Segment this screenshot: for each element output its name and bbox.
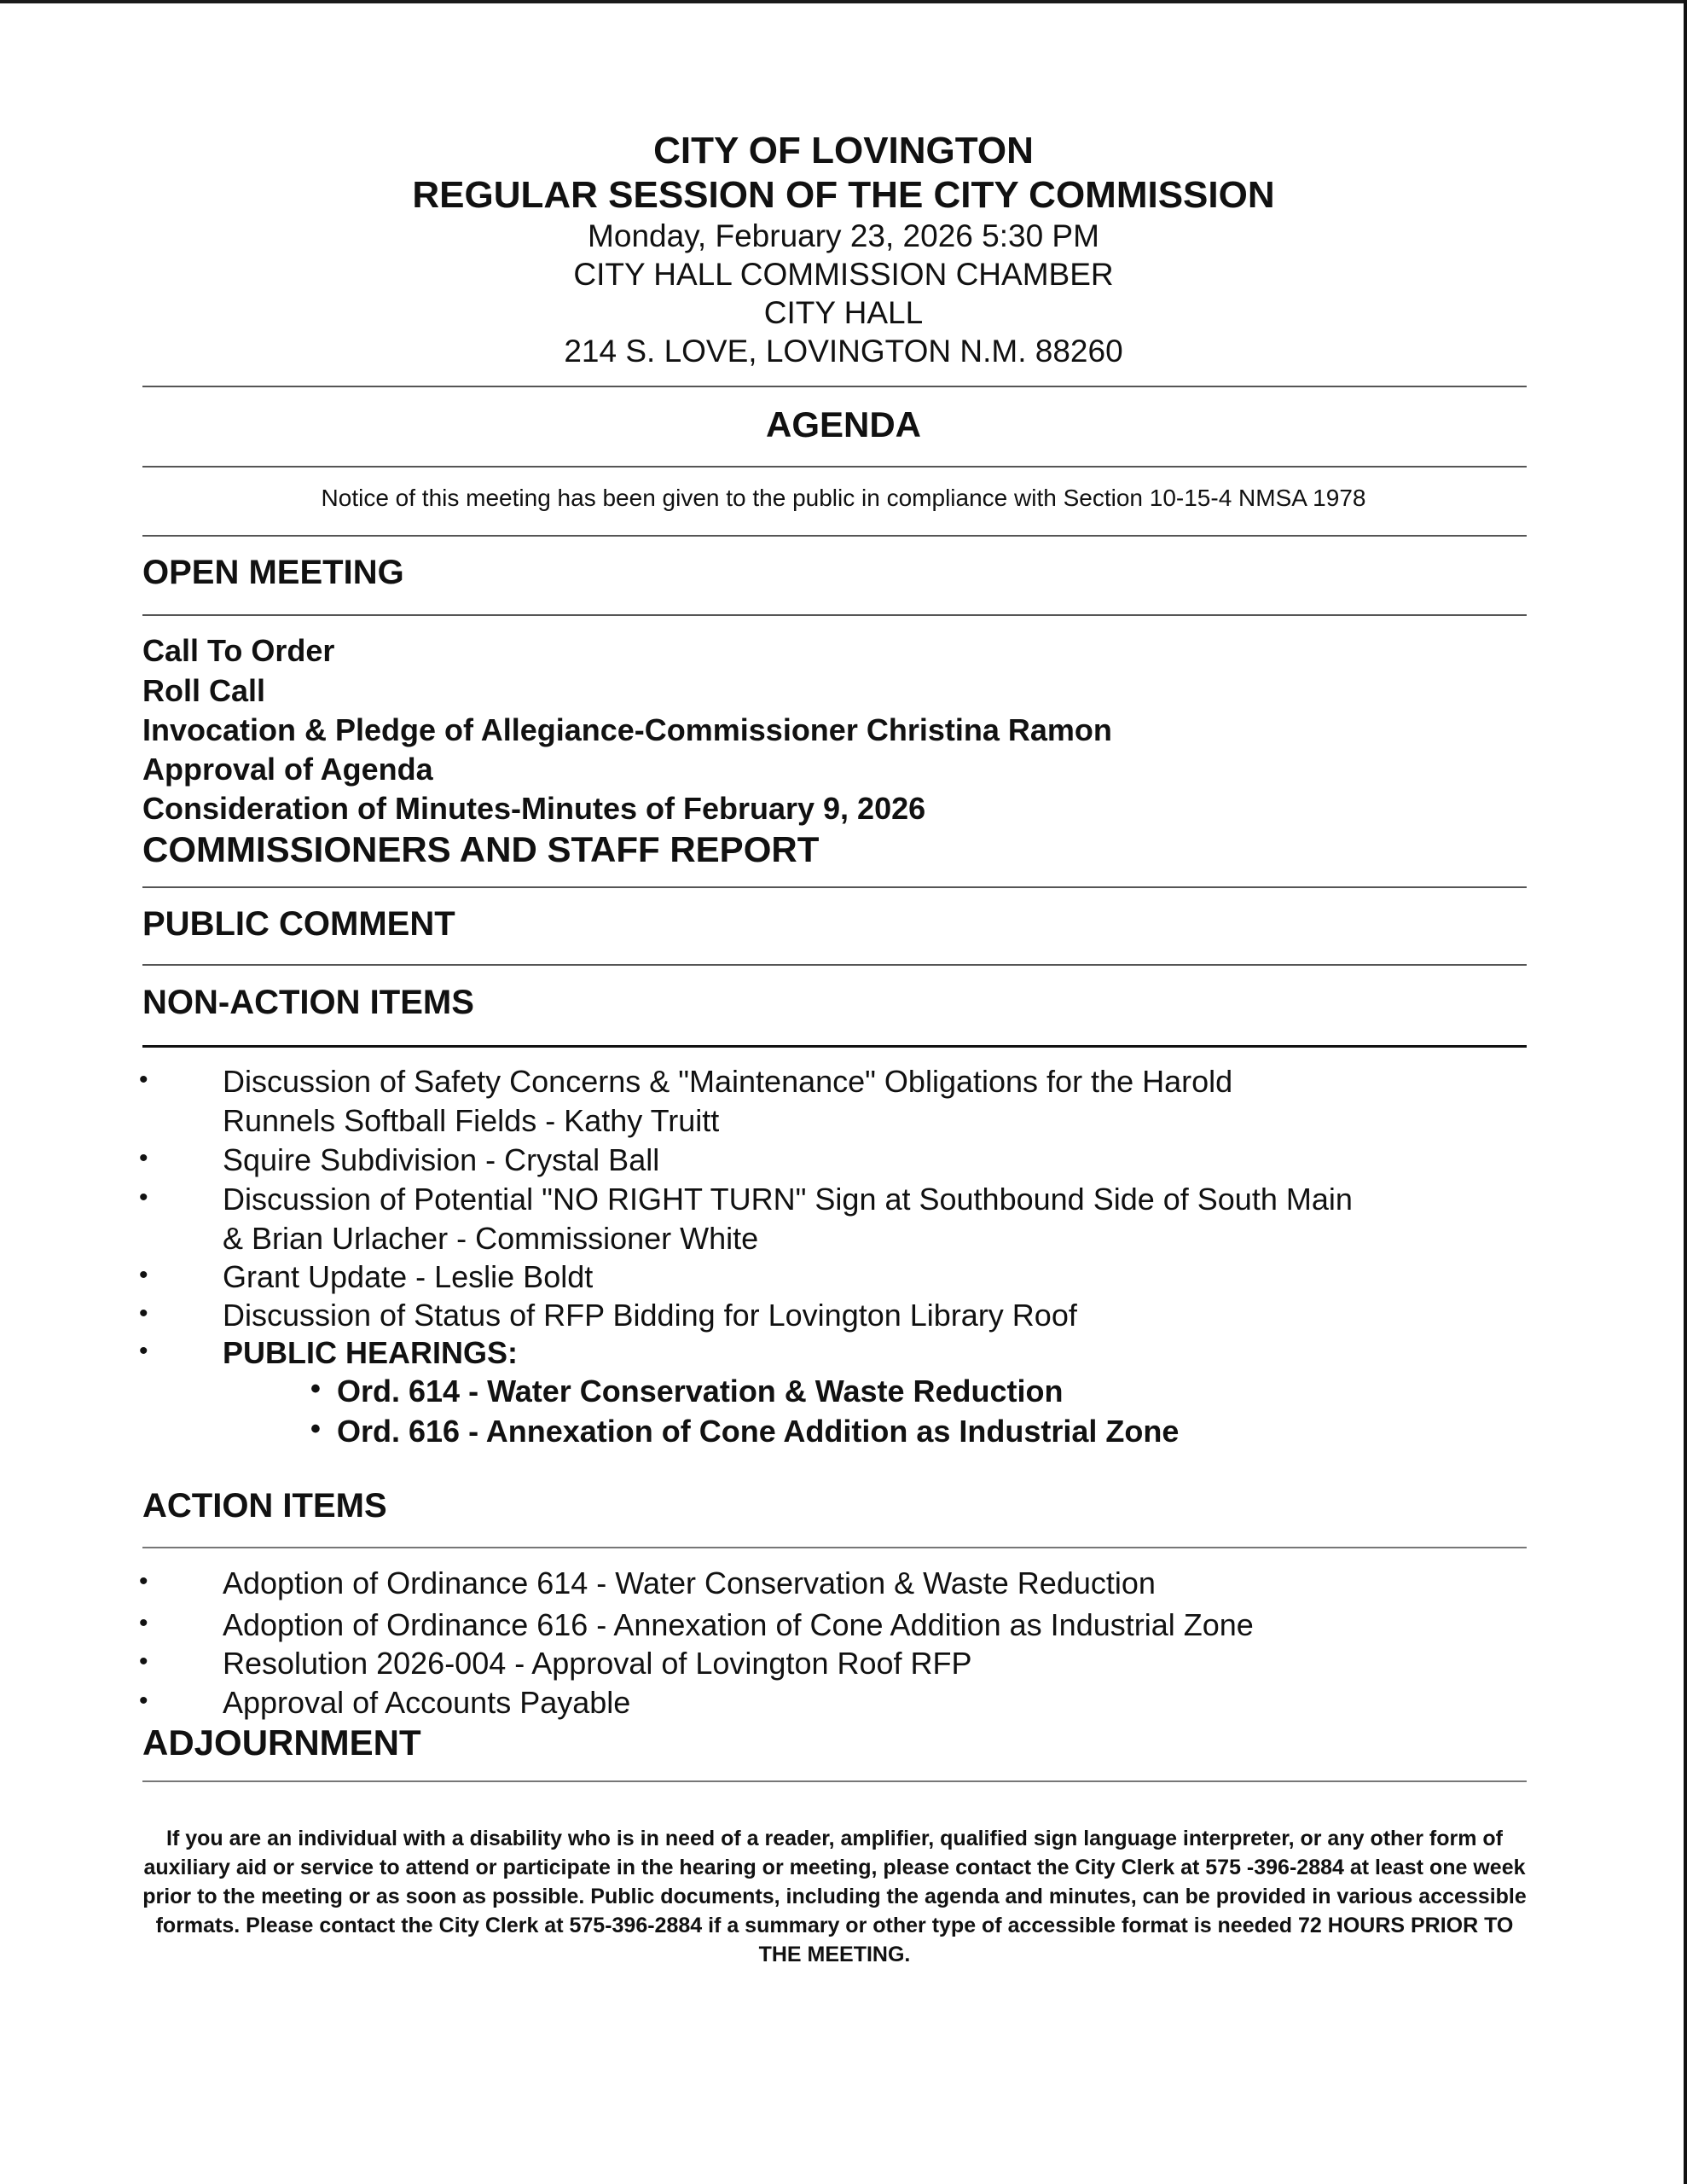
bullet-icon: • [310, 1373, 321, 1405]
bullet-icon: • [139, 1299, 148, 1327]
adjournment-heading: ADJOURNMENT [142, 1722, 421, 1763]
item-text: Adoption of Ordinance 614 - Water Conservation & Waste Reduction [223, 1565, 1156, 1600]
divider [142, 964, 1527, 966]
divider [142, 1547, 1527, 1548]
item-text: Squire Subdivision - Crystal Ball [223, 1142, 660, 1177]
divider [142, 386, 1527, 387]
agenda-title: AGENDA [765, 404, 921, 444]
public-comment-heading: PUBLIC COMMENT [142, 905, 455, 943]
scan-edge-top [0, 0, 1687, 3]
bullet-icon: • [139, 1337, 148, 1365]
meeting-venue: CITY HALL COMMISSION CHAMBER [573, 257, 1114, 292]
divider [142, 614, 1527, 616]
bullet-icon: • [139, 1647, 148, 1676]
meeting-building: CITY HALL [763, 295, 924, 330]
public-hearing-text: Ord. 616 - Annexation of Cone Addition as Industrial Zone [337, 1414, 1180, 1449]
item-text: Discussion of Safety Concerns & "Maintenance" Obligations for the Harold [223, 1064, 1233, 1099]
divider [142, 1780, 1527, 1782]
item-text-continued: & Brian Urlacher - Commissioner White [223, 1221, 759, 1256]
bullet-icon: • [139, 1687, 148, 1715]
action-items-heading: ACTION ITEMS [142, 1487, 387, 1525]
public-notice: Notice of this meeting has been given to the public in compliance with Section 10-15-4 NMSA 1978 [321, 485, 1366, 511]
commissioners-report-heading: COMMISSIONERS AND STAFF REPORT [142, 829, 820, 869]
divider [142, 886, 1527, 888]
session-title: REGULAR SESSION OF THE CITY COMMISSION [412, 174, 1275, 216]
divider [142, 466, 1527, 468]
city-name: CITY OF LOVINGTON [653, 130, 1034, 171]
open-meeting-item: Roll Call [142, 673, 266, 708]
bullet-icon: • [139, 1609, 148, 1637]
open-meeting-item: Call To Order [142, 633, 335, 668]
open-meeting-item: Approval of Agenda [142, 752, 433, 787]
item-text: Grant Update - Leslie Boldt [223, 1259, 594, 1294]
item-text: Resolution 2026-004 - Approval of Lovington Roof RFP [223, 1646, 972, 1681]
bullet-icon: • [139, 1183, 148, 1211]
bullet-icon: • [139, 1066, 148, 1094]
non-action-items-heading: NON-ACTION ITEMS [142, 984, 474, 1021]
item-text: Approval of Accounts Payable [223, 1685, 631, 1720]
open-meeting-item: Invocation & Pledge of Allegiance-Commissioner Christina Ramon [142, 712, 1112, 747]
item-text: Discussion of Status of RFP Bidding for Lovington Library Roof [223, 1298, 1077, 1333]
bullet-icon: • [139, 1261, 148, 1289]
public-hearing-text: Ord. 614 - Water Conservation & Waste Reduction [337, 1374, 1064, 1409]
bullet-icon: • [310, 1413, 321, 1445]
bullet-icon: • [139, 1144, 148, 1172]
meeting-datetime: Monday, February 23, 2026 5:30 PM [588, 218, 1099, 253]
divider [142, 535, 1527, 537]
item-text: Discussion of Potential "NO RIGHT TURN" Sign at Southbound Side of South Main [223, 1182, 1353, 1217]
accessibility-disclaimer: If you are an individual with a disability who is in need of a reader, amplifier, qualified sign language interpreter, or any other form of auxiliary aid or service to attend or participate in the hearing or meeting, please contact the City Clerk at 575 -396-2884 at least one week prior to the meeting or as soon as possible. Public documents, including the agenda and minutes, can be provided in various accessible formats. Please contact the City Clerk at 575-396-2884 if a summary or other type of accessible format is needed 72 HOURS PRIOR TO THE MEETING. [142, 1827, 1527, 1966]
bullet-icon: • [139, 1567, 148, 1595]
item-text-continued: Runnels Softball Fields - Kathy Truitt [223, 1103, 720, 1138]
open-meeting-heading: OPEN MEETING [142, 554, 404, 591]
meeting-address: 214 S. LOVE, LOVINGTON N.M. 88260 [564, 334, 1123, 369]
open-meeting-item: Consideration of Minutes-Minutes of February 9, 2026 [142, 791, 926, 826]
divider [142, 1045, 1527, 1048]
item-text: Adoption of Ordinance 616 - Annexation of Cone Addition as Industrial Zone [223, 1607, 1254, 1642]
public-hearings-label: PUBLIC HEARINGS: [223, 1335, 519, 1370]
